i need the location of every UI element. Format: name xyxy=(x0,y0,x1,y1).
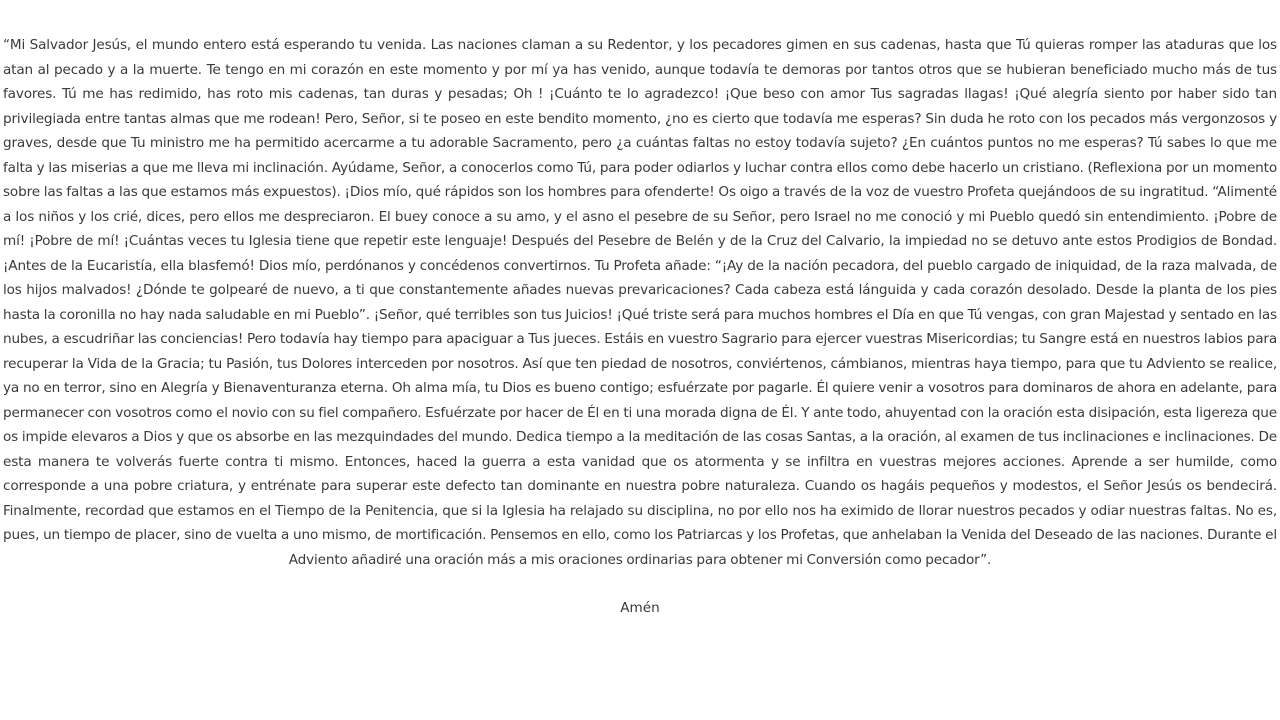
closing-amen: Amén xyxy=(620,600,660,616)
prayer-paragraph: “Mi Salvador Jesús, el mundo entero está esperando tu venida. Las naciones claman a su Redentor, y los pecadores gimen en sus cadenas, hasta que Tú quieras romper las ataduras que los atan al pecado y a la muerte. Te tengo en mi corazón en este momento y por mí ya has venido, aunque todavía te demoras por tantos otros que se hubieran beneficiado mucho más de tus favores. Tú me has redimido, has roto mis cadenas, tan duras y pesadas; Oh ! ¡Cuánto te lo agradezco! ¡Que beso con amor Tus sagradas llagas! ¡Qué alegría siento por haber sido tan privilegiada entre tantas almas que me rodean! Pero, Señor, si te poseo en este bendito momento, ¿no es cierto que todavía me esperas? Sin duda he roto con los pecados más vergonzosos y graves, desde que Tu ministro me ha permitido acercarme a tu adorable Sacramento, pero ¿a cuántas faltas no estoy todavía sujeto? ¿En cuántos puntos no me esperas? Tú sabes lo que me falta y las miserias a que me lleva mi inclinación. Ayúdame, Señor, a conocerlos como Tú, para poder odiarlos y luchar contra ellos como debe hacerlo un cristiano. (Reflexiona por un momento sobre las faltas a las que estamos más expuestos). ¡Dios mío, qué rápidos son los hombres para ofenderte! Os oigo a través de la voz de vuestro Profeta quejándoos de su ingratitud. “Alimenté a los niños y los crié, dices, pero ellos me despreciaron. El buey conoce a su amo, y el asno el pesebre de su Señor, pero Israel no me conoció y mi Pueblo quedó sin entendimiento. ¡Pobre de mí! ¡Pobre de mí! ¡Cuántas veces tu Iglesia tiene que repetir este lenguaje! Después del Pesebre de Belén y de la Cruz del Calvario, la impiedad no se detuvo ante estos Prodigios de Bondad. ¡Antes de la Eucaristía, ella blasfemó! Dios mío, perdónanos y concédenos convertirnos. Tu Profeta añade: “¡Ay de la nación pecadora, del pueblo cargado de iniquidad, de la raza malvada, de los hijos malvados! ¿Dónde te golpearé de nuevo, a ti que constantemente añades nuevas prevaricaciones? Cada cabeza está lánguida y cada corazón desolado. Desde la planta de los pies hasta la coronilla no hay nada saludable en mi Pueblo”. ¡Señor, qué terribles son tus Juicios! ¡Qué triste será para muchos hombres el Día en que Tú vengas, con gran Majestad y sentado en las nubes, a escudriñar las conciencias! Pero todavía hay tiempo para apaciguar a Tus jueces. Estáis en vuestro Sagrario para ejercer vuestras Misericordias; tu Sangre está en nuestros labios para recuperar la Vida de la Gracia; tu Pasión, tus Dolores interceden por nosotros. Así que ten piedad de nosotros, conviértenos, cámbianos, mientras haya tiempo, para que tu Adviento se realice, ya no en terror, sino en Alegría y Bienaventuranza eterna. Oh alma mía, tu Dios es bueno contigo; esfuérzate por pagarle. Él quiere venir a vosotros para dominaros de ahora en adelante, para permanecer con vosotros como el novio con su fiel compañero. Esfuérzate por hacer de Él en ti una morada digna de Él. Y ante todo, ahuyentad con la oración esta disipación, esta ligereza que os impide elevaros a Dios y que os absorbe en las mezquindades del mundo. Dedica tiempo a la meditación de las cosas Santas, a la oración, al examen de tus inclinaciones e inclinaciones. De esta manera te volverás fuerte contra ti mismo. Entonces, haced la guerra a esta vanidad que os atormenta y se infiltra en vuestras mejores acciones. Aprende a ser humilde, como corresponde a una pobre criatura, y entrénate para superar este defecto tan dominante en nuestra pobre naturaleza. Cuando os hagáis pequeños y modestos, el Señor Jesús os bendecirá. Finalmente, recordad que estamos en el Tiempo de la Penitencia, que si la Iglesia ha relajado su disciplina, no por ello nos ha eximido de llorar nuestros pecados y odiar nuestras faltas. No es, pues, un tiempo de placer, sino de vuelta a uno mismo, de mortificación. Pensemos en ello, como los Patriarcas y los Profetas, que anhelaban la Venida del Deseado de las naciones. Durante el Adviento añadiré una oración más a mis oraciones ordinarias para obtener mi Conversión como pecador”. xyxy=(3,37,1277,568)
